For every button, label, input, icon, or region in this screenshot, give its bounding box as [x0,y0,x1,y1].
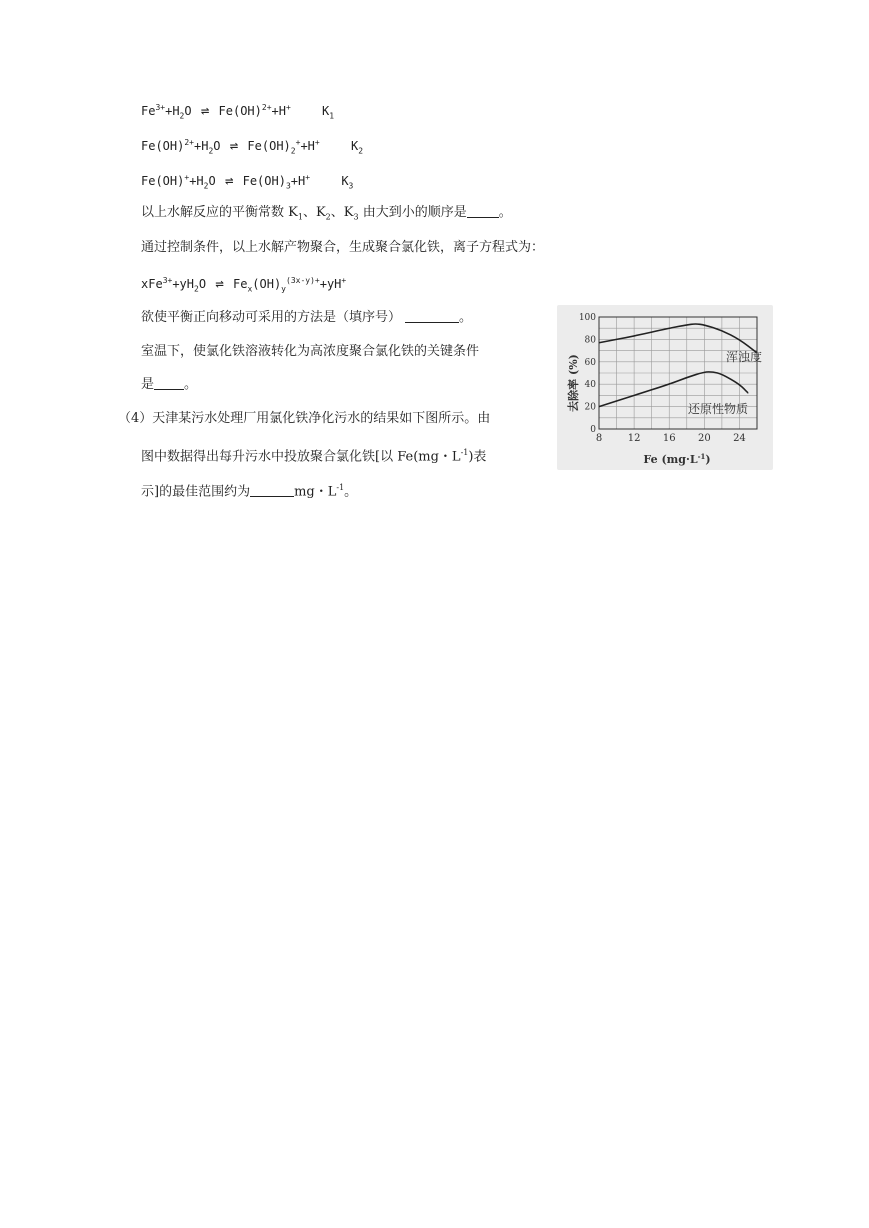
answer-blank[interactable] [154,375,184,390]
equation-3: $Fe(OH)^++H_2O$ ⇌ $Fe(OH)_3+H^+$ $K_3$ [141,169,353,195]
equilibrium-arrow: ⇌ [215,276,224,292]
question-4-line2: 图中数据得出每升污水中投放聚合氯化铁[以 Fe(mg・$L^{-1}$)表 [141,448,487,465]
x-axis-label: Fe $(mg\cdot L^{-1})$ [643,452,711,466]
y-tick-label: 60 [584,357,596,368]
equilibrium-arrow: ⇌ [224,173,234,189]
shift-question: 欲使平衡正向移动可采用的方法是（填序号） 。 [141,310,473,325]
room-temp-question-line1: 室温下，使氯化铁溶液转化为高浓度聚合氯化铁的关键条件 [141,344,480,359]
y-tick-label: 40 [584,380,596,391]
y-tick-label: 100 [578,313,596,323]
chart-svg [557,305,773,470]
equilibrium-arrow: ⇌ [229,138,239,154]
polymer-intro: 通过控制条件，以上水解产物聚合，生成聚合氯化铁，离子方程式为： [141,240,545,255]
removal-rate-chart [557,305,773,470]
answer-blank[interactable] [250,482,294,497]
y-axis-label: 去除率 (%) [567,354,580,412]
equation-2: $Fe(OH)^{2+}+H_2O$ ⇌ $Fe(OH)_2^++H^+$ $K_2$ [141,134,363,160]
answer-blank[interactable] [467,203,499,218]
room-temp-question-line2: 是 。 [141,377,198,392]
x-tick-label: 20 [697,433,711,444]
y-tick-label: 80 [584,335,596,346]
equilibrium-constant-k2: $K_2$ [350,139,364,156]
y-tick-label: 20 [584,402,596,413]
y-tick-label: 0 [590,425,596,435]
polymerization-equation: $xFe^{3+}+yH_2O$ ⇌ $Fe_x(OH)_y^{(3x-y)+}+yH^+$ [141,276,347,294]
x-tick-label: 12 [627,433,641,444]
x-tick-label: 24 [733,433,746,444]
equation-1: $Fe^{3+}+H_2O$ ⇌ Fe(OH)$^{2+}$+H+ $K_1$ [141,99,334,125]
question-4-line1: （4）天津某污水处理厂用氯化铁净化污水的结果如下图所示。由 [118,411,491,426]
x-tick-label: 16 [662,433,676,444]
equilibrium-arrow: ⇌ [200,103,210,119]
order-question: 以上水解反应的平衡常数 $K_1$、$K_2$、$K_3$ 由大到小的顺序是 。 [141,205,512,222]
question-4-line3: 示]的最佳范围约为 mg・$L^{-1}$。 [141,483,358,500]
series-label-turbidity: 浑浊度 [726,350,763,364]
x-tick-label: 8 [595,433,603,444]
answer-blank[interactable] [405,308,459,323]
equilibrium-constant-k1: $K_1$ [322,104,335,121]
series-label-reducing-substances: 还原性物质 [688,402,749,416]
equilibrium-constant-k3: $K_3$ [341,174,354,191]
